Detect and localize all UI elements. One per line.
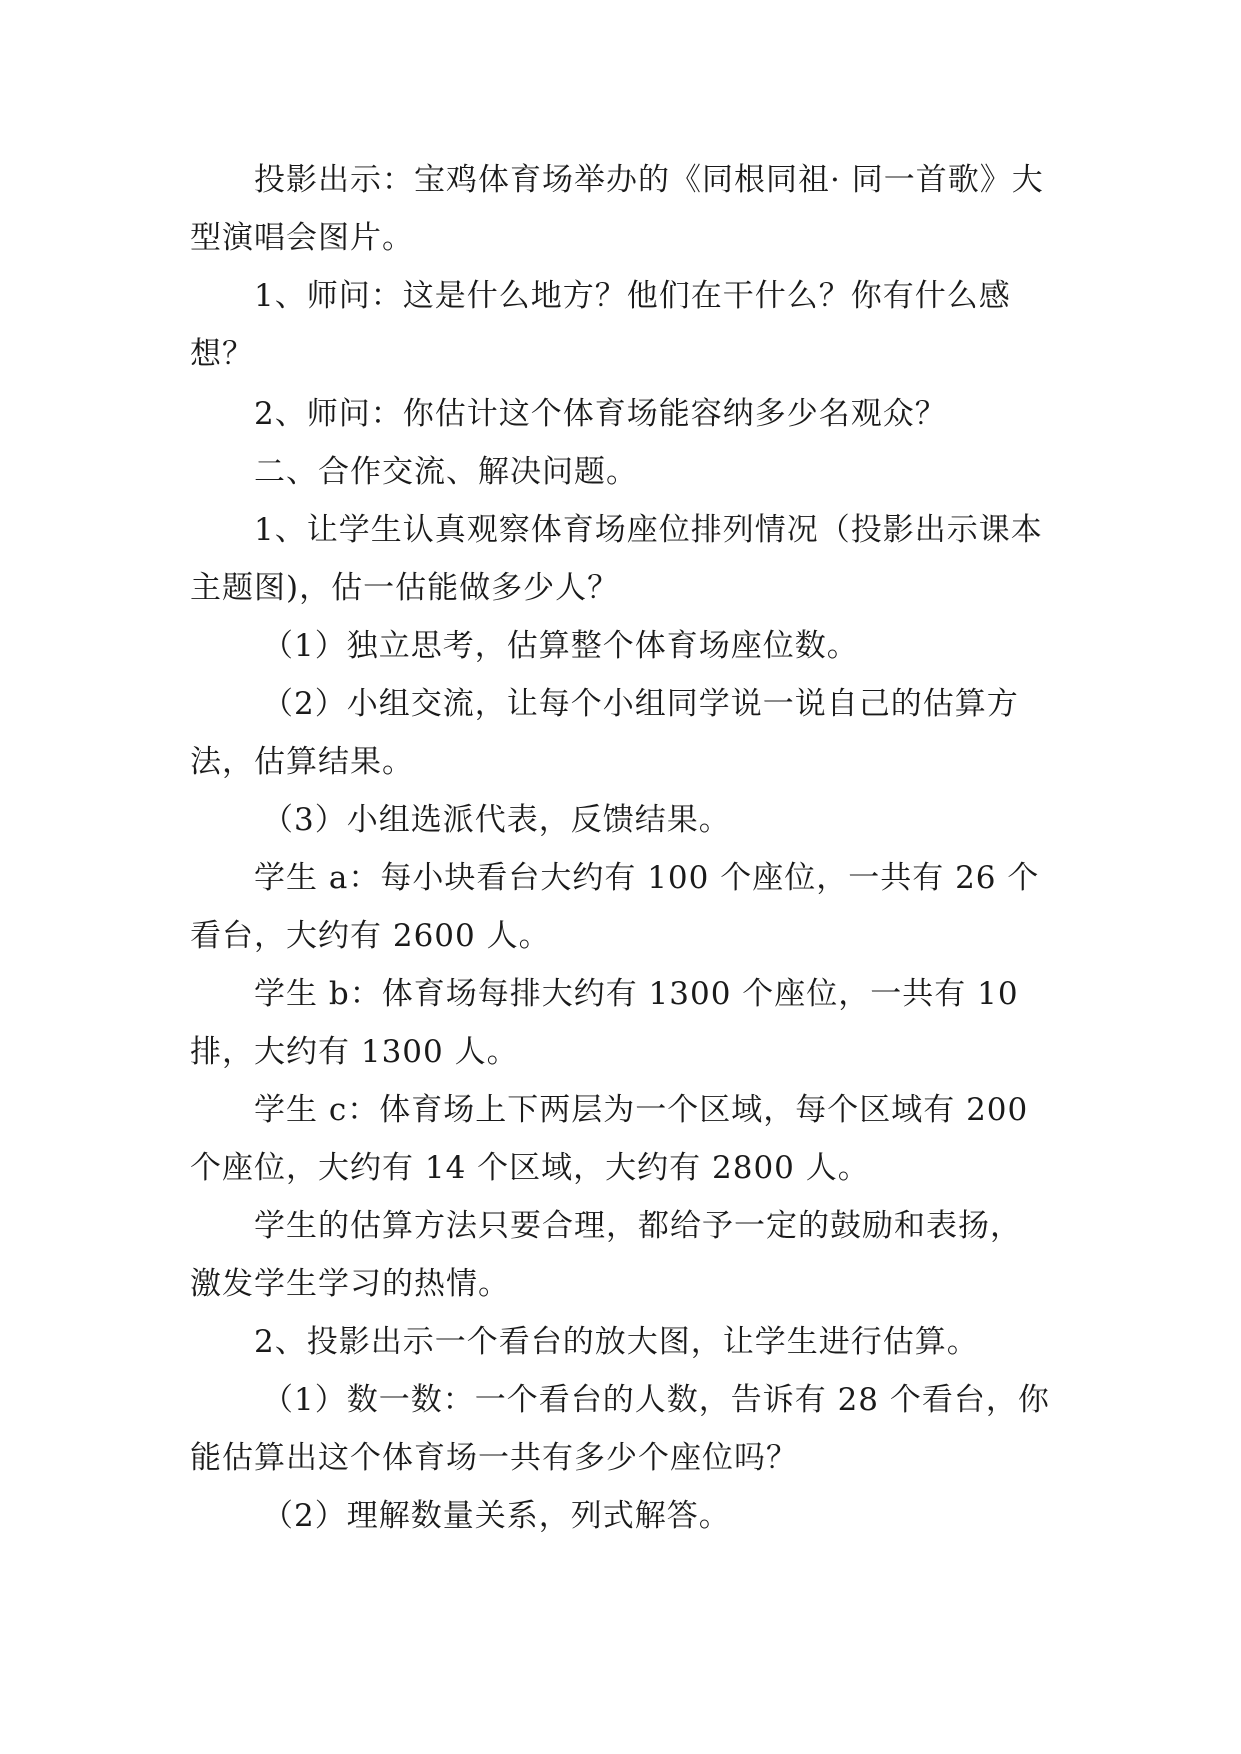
paragraph-student-c: 学生 c：体育场上下两层为一个区域，每个区域有 200 个座位，大约有 14 个区域，大约有 2800 人。 (190, 1092, 1029, 1186)
section-heading-2: 二、合作交流、解决问题。 (254, 454, 638, 490)
paragraph-intro: 投影出示：宝鸡体育场举办的《同根同祖· 同一首歌》大型演唱会图片。 (190, 162, 1044, 256)
paragraph-student-b: 学生 b：体育场每排大约有 1300 个座位，一共有 10 排，大约有 1300 人。 (190, 976, 1019, 1070)
paragraph-encouragement: 学生的估算方法只要合理，都给予一定的鼓励和表扬，激发学生学习的热情。 (190, 1208, 1022, 1302)
paragraph-question-1: 1、师问：这是什么地方？他们在干什么？你有什么感想？ (190, 278, 1011, 372)
paragraph-zoom-view: 2、投影出示一个看台的放大图，让学生进行估算。 (254, 1324, 979, 1360)
paragraph-solve: （2）理解数量关系，列式解答。 (262, 1498, 731, 1534)
paragraph-step-3: （3）小组选派代表，反馈结果。 (262, 802, 731, 838)
paragraph-step-2: （2）小组交流，让每个小组同学说一说自己的估算方法，估算结果。 (190, 686, 1019, 780)
paragraph-question-2: 2、师问：你估计这个体育场能容纳多少名观众？ (254, 396, 947, 432)
paragraph-student-a: 学生 a：每小块看台大约有 100 个座位，一共有 26 个看台，大约有 2600 人。 (190, 860, 1040, 954)
paragraph-observe: 1、让学生认真观察体育场座位排列情况（投影出示课本主题图)，估一估能做多少人？ (190, 512, 1043, 606)
paragraph-step-1: （1）独立思考，估算整个体育场座位数。 (262, 628, 859, 664)
paragraph-count: （1）数一数：一个看台的人数，告诉有 28 个看台，你能估算出这个体育场一共有多少个座位吗？ (190, 1382, 1050, 1476)
